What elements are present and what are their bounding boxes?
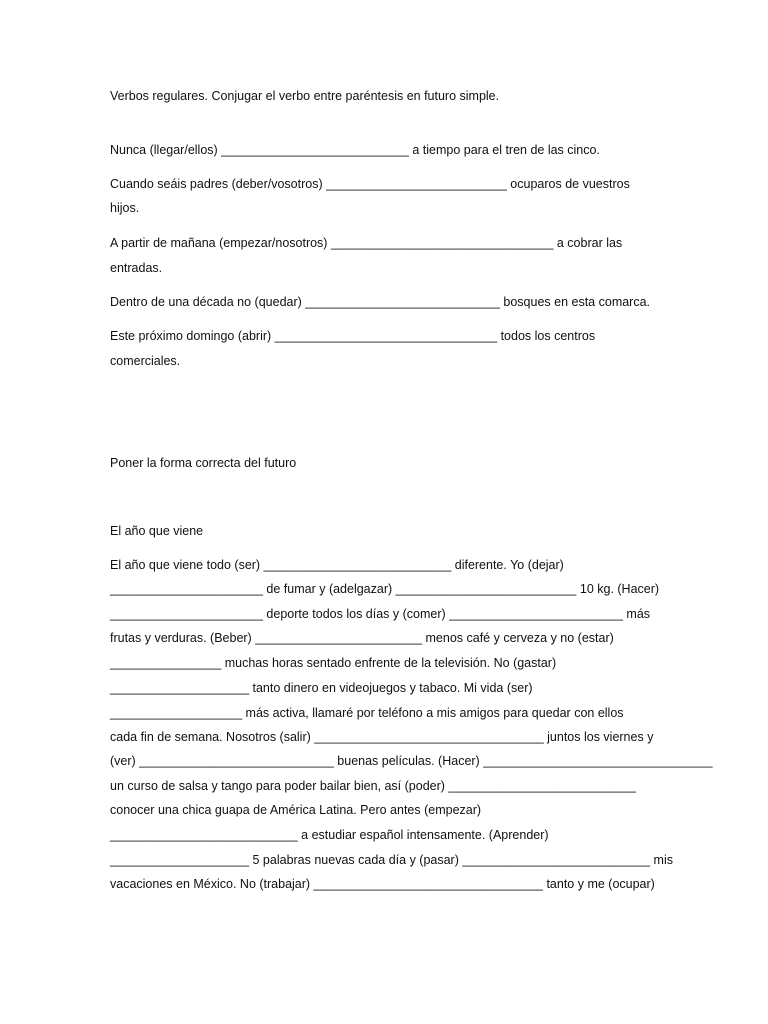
paragraph-line: ______________________ de fumar y (adelgazar) __________________________ 10 kg. (Hacer) xyxy=(110,582,660,596)
paragraph-line: ___________________ más activa, llamaré por teléfono a mis amigos para quedar con ellos xyxy=(110,706,624,720)
exercise-line: Dentro de una década no (quedar) ____________________________ bosques en esta comarca. xyxy=(110,295,651,309)
paragraph-line: conocer una chica guapa de América Latina. Pero antes (empezar) xyxy=(110,803,482,817)
exercise-line: Este próximo domingo (abrir) ________________________________ todos los centros xyxy=(110,329,596,343)
exercise-line: entradas. xyxy=(110,261,163,275)
exercise-line: comerciales. xyxy=(110,354,181,368)
exercise-line: hijos. xyxy=(110,201,140,215)
exercise-line: Cuando seáis padres (deber/vosotros) __________________________ ocuparos de vuestros xyxy=(110,177,630,191)
exercise-line: Nunca (llegar/ellos) ___________________________ a tiempo para el tren de las cinco. xyxy=(110,143,600,157)
paragraph-line: ________________ muchas horas sentado enfrente de la televisión. No (gastar) xyxy=(110,656,557,670)
paragraph-line: ______________________ deporte todos los días y (comer) _________________________ más xyxy=(110,607,651,621)
paragraph-line: ____________________ 5 palabras nuevas cada día y (pasar) ___________________________ mis xyxy=(110,853,673,867)
paragraph-line: cada fin de semana. Nosotros (salir) _________________________________ juntos los viernes y xyxy=(110,730,654,744)
section2-heading: Poner la forma correcta del futuro xyxy=(110,456,297,470)
paragraph-line: (ver) ____________________________ buenas películas. (Hacer) _________________________________ xyxy=(110,754,713,768)
paragraph-line: frutas y verduras. (Beber) ________________________ menos café y cerveza y no (estar) xyxy=(110,631,614,645)
paragraph-line: un curso de salsa y tango para poder bailar bien, así (poder) ___________________________ xyxy=(110,779,637,793)
section2-subheading: El año que viene xyxy=(110,524,204,538)
exercise-line: A partir de mañana (empezar/nosotros) ________________________________ a cobrar las xyxy=(110,236,623,250)
paragraph-line: vacaciones en México. No (trabajar) _________________________________ tanto y me (ocupar) xyxy=(110,877,655,891)
paragraph-line: El año que viene todo (ser) ___________________________ diferente. Yo (dejar) xyxy=(110,558,564,572)
paragraph-line: ____________________ tanto dinero en videojuegos y tabaco. Mi vida (ser) xyxy=(110,681,533,695)
section1-heading: Verbos regulares. Conjugar el verbo entre paréntesis en futuro simple. xyxy=(110,89,500,103)
paragraph-line: ___________________________ a estudiar español intensamente. (Aprender) xyxy=(110,828,549,842)
